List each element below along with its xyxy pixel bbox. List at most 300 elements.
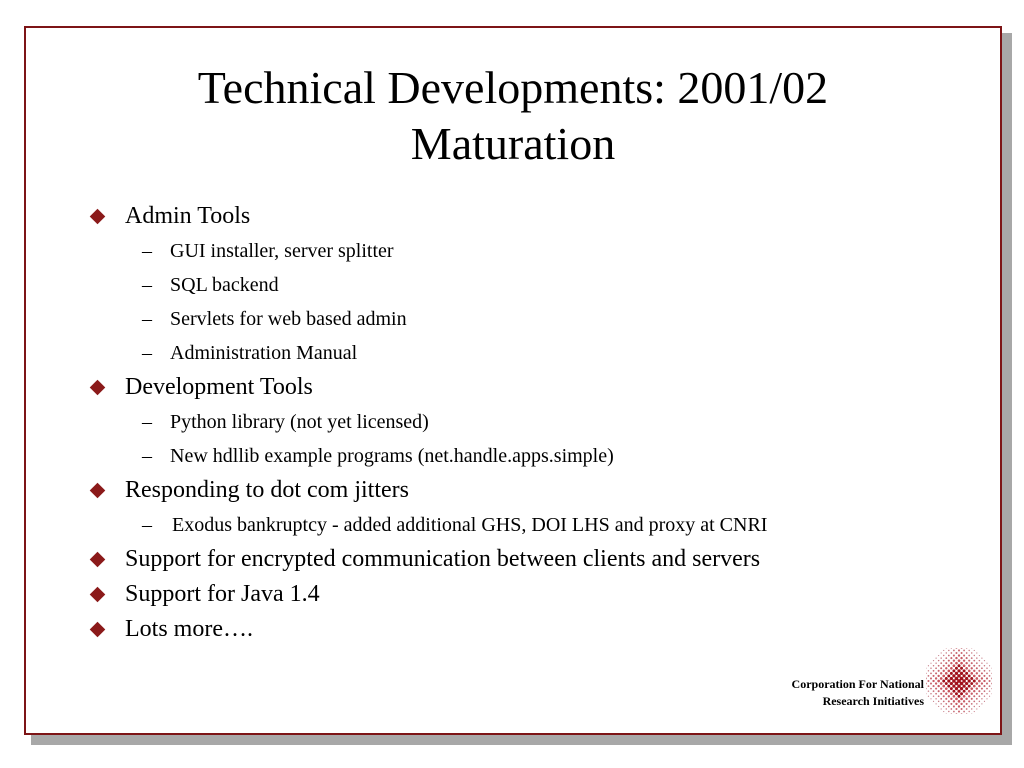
logo-dot (961, 652, 963, 654)
sub-bullet-text: Administration Manual (170, 342, 358, 364)
bullet-text: Support for encrypted communication between clients and servers (125, 546, 761, 572)
logo-dot (960, 682, 964, 686)
logo-dot (935, 682, 937, 684)
logo-dot (947, 685, 950, 688)
logo-dot (930, 672, 932, 674)
logo-dot (955, 652, 957, 654)
logo-dot (970, 672, 973, 675)
logo-dot (991, 673, 992, 674)
logo-dot (945, 698, 947, 700)
dash-bullet-icon: – (142, 514, 152, 536)
logo-dot (981, 698, 982, 699)
logo-dot (961, 648, 963, 649)
logo-dot (942, 685, 945, 688)
logo-dot (968, 690, 971, 693)
logo-dot (945, 657, 947, 659)
logo-dot (974, 655, 975, 656)
logo-dot (948, 670, 951, 673)
logo-dot (943, 695, 945, 697)
logo-dot (953, 664, 956, 667)
logo-dot (943, 655, 944, 656)
logo-dot (965, 682, 968, 685)
dash-bullet-icon: – (142, 445, 152, 467)
logo-dot (958, 695, 961, 698)
logo-dot (966, 652, 968, 654)
bullet-text: Admin Tools (125, 203, 251, 229)
logo-dot (960, 662, 963, 665)
logo-dot (941, 652, 942, 653)
logo-dot (958, 659, 961, 662)
logo-dot (930, 668, 931, 669)
logo-dot (950, 692, 953, 695)
logo-dot (958, 664, 961, 667)
sub-bullet-item (88, 234, 988, 268)
logo-dot (971, 667, 973, 669)
logo-dot (956, 648, 958, 649)
logo-dot (960, 687, 963, 690)
logo-dot (937, 685, 939, 687)
logo-dot (963, 650, 965, 652)
logo-dot (948, 660, 950, 662)
logo-dot (978, 675, 980, 677)
logo-dot (950, 687, 953, 690)
cnri-logo-icon (926, 648, 992, 714)
logo-dot (960, 698, 963, 701)
logo-dot (981, 688, 983, 690)
logo-dot (926, 683, 927, 685)
logo-dot (968, 685, 971, 688)
logo-dot (973, 680, 976, 683)
logo-dot (937, 680, 940, 683)
dash-bullet-icon: – (142, 308, 152, 330)
logo-dot (945, 687, 948, 690)
logo-dot (937, 675, 939, 677)
logo-dot (952, 684, 955, 687)
logo-dot (957, 684, 961, 688)
logo-dot (928, 685, 930, 687)
logo-dot (971, 652, 972, 653)
logo-dot (989, 680, 991, 682)
logo-dot (986, 683, 988, 685)
logo-dot (948, 690, 951, 693)
logo-dot (976, 682, 979, 685)
logo-dot (960, 692, 963, 695)
logo-dot (940, 682, 943, 685)
logo-dot (955, 687, 958, 690)
logo-dot (968, 660, 970, 662)
logo-dot (930, 683, 932, 685)
dash-bullet-icon: – (142, 240, 152, 262)
footer-organization (792, 676, 924, 710)
logo-dot (983, 685, 985, 687)
logo-dot (963, 655, 965, 657)
sub-bullet-item (88, 268, 988, 302)
logo-dot (973, 675, 976, 678)
logo-dot (991, 683, 992, 685)
logo-dot (974, 711, 975, 712)
logo-dot (986, 663, 987, 664)
diamond-bullet-icon (90, 622, 106, 638)
logo-dot (950, 698, 952, 700)
logo-dot (989, 690, 990, 691)
logo-dot (976, 687, 978, 689)
sub-bullet-item (88, 405, 988, 439)
logo-dot (926, 693, 927, 694)
logo-dot (960, 657, 962, 659)
sub-bullet-text: SQL backend (170, 274, 279, 296)
logo-dot (953, 655, 955, 657)
logo-dot (950, 662, 952, 664)
logo-dot (950, 677, 953, 680)
logo-dot (948, 655, 950, 657)
logo-dot (943, 690, 945, 692)
logo-dot (933, 675, 935, 677)
logo-dot (955, 672, 958, 675)
logo-dot (930, 693, 931, 694)
logo-dot (965, 662, 967, 664)
logo-dot (948, 650, 949, 651)
logo-dot (991, 668, 992, 669)
logo-dot (940, 698, 942, 700)
logo-dot (976, 657, 977, 658)
logo-dot (960, 703, 962, 705)
logo-dot (989, 696, 990, 697)
logo-dot (971, 708, 972, 709)
logo-dot (968, 655, 970, 657)
logo-dot (968, 700, 970, 702)
logo-dot (966, 708, 968, 710)
logo-dot (976, 698, 978, 700)
logo-dot (971, 703, 973, 705)
logo-dot (976, 693, 978, 695)
sub-bullet-text: Exodus bankruptcy - added additional GHS, DOI LHS and proxy at CNRI (172, 514, 768, 536)
logo-dot (976, 677, 979, 680)
logo-dot (957, 669, 960, 672)
logo-dot (953, 705, 955, 707)
logo-dot (970, 677, 973, 680)
logo-dot (981, 662, 982, 663)
logo-dot (958, 700, 961, 703)
logo-dot (963, 669, 966, 672)
logo-dot (943, 711, 944, 712)
logo-dot (945, 677, 948, 680)
bullet-item (88, 542, 988, 577)
logo-dot (935, 662, 936, 663)
logo-dot (955, 667, 958, 670)
logo-dot (978, 670, 980, 672)
logo-dot (938, 665, 940, 667)
logo-dot (970, 687, 973, 690)
logo-dot (951, 713, 952, 714)
logo-dot (984, 701, 985, 702)
logo-dot (945, 662, 947, 664)
logo-dot (956, 713, 958, 714)
logo-dot (968, 670, 971, 673)
logo-dot (989, 675, 991, 677)
logo-dot (950, 672, 953, 675)
logo-dot (950, 708, 952, 710)
logo-dot (953, 695, 956, 698)
logo-dot (930, 677, 932, 679)
logo-dot (979, 706, 980, 707)
logo-dot (928, 675, 930, 677)
sub-bullet-item (88, 336, 988, 370)
logo-dot (978, 685, 980, 687)
logo-dot (983, 675, 985, 677)
logo-dot (928, 665, 929, 666)
bullet-item (88, 473, 988, 508)
logo-dot (933, 701, 934, 702)
logo-dot (938, 695, 940, 697)
logo-dot (976, 708, 977, 709)
diamond-bullet-icon (90, 380, 106, 396)
logo-dot (965, 692, 968, 695)
logo-dot (943, 700, 945, 702)
logo-dot (940, 693, 942, 695)
logo-dot (935, 657, 936, 658)
logo-dot (945, 682, 948, 685)
logo-dot (960, 672, 963, 675)
logo-dot (970, 682, 973, 685)
logo-dot (966, 703, 968, 705)
logo-dot (948, 706, 950, 708)
logo-dot (932, 680, 934, 682)
logo-dot (928, 696, 929, 697)
logo-dot (935, 688, 937, 690)
logo-dot (963, 664, 966, 667)
sub-bullet-item (88, 302, 988, 336)
logo-dot (953, 711, 955, 713)
logo-dot (979, 660, 980, 661)
diamond-bullet-icon (90, 483, 106, 499)
logo-dot (955, 692, 958, 695)
logo-dot (968, 674, 971, 677)
logo-dot (961, 713, 963, 714)
logo-dot (965, 667, 968, 670)
logo-dot (935, 703, 936, 704)
logo-dot (978, 665, 980, 667)
sub-bullet-text: Python library (not yet licensed) (170, 411, 429, 433)
logo-dot (955, 682, 959, 686)
logo-dot (984, 665, 985, 666)
logo-dot (952, 669, 955, 672)
logo-dot (942, 675, 945, 678)
logo-dot (942, 680, 945, 683)
logo-dot (971, 698, 973, 700)
logo-dot (981, 667, 983, 669)
logo-dot (953, 650, 955, 652)
logo-dot (930, 663, 931, 664)
logo-dot (933, 660, 934, 661)
bullet-list (88, 199, 988, 647)
logo-dot (952, 690, 955, 693)
logo-dot (930, 688, 932, 690)
logo-dot (946, 713, 947, 714)
logo-dot (979, 655, 980, 656)
logo-dot (981, 657, 982, 658)
logo-dot (943, 670, 945, 672)
logo-dot (926, 668, 927, 669)
bullet-item (88, 612, 988, 647)
logo-dot (963, 690, 966, 693)
logo-dot (989, 665, 990, 666)
logo-dot (948, 665, 950, 667)
logo-dot (943, 660, 945, 662)
logo-dot (973, 660, 975, 662)
logo-dot (933, 685, 935, 687)
logo-dot (951, 648, 952, 649)
logo-dot (935, 672, 937, 674)
logo-dot (981, 693, 983, 695)
sub-bullet-text: GUI installer, server splitter (170, 240, 394, 262)
logo-dot (948, 700, 950, 702)
logo-dot (961, 708, 963, 710)
logo-dot (965, 677, 968, 680)
diamond-bullet-icon (90, 552, 106, 568)
logo-dot (986, 688, 988, 690)
logo-dot (947, 679, 950, 682)
logo-dot (963, 659, 965, 661)
logo-dot (966, 648, 967, 649)
logo-dot (953, 700, 955, 702)
logo-dot (981, 682, 983, 684)
logo-dot (933, 670, 935, 672)
slide-title (24, 60, 1002, 172)
logo-dot (974, 706, 975, 707)
logo-dot (976, 672, 978, 674)
logo-dot (971, 648, 972, 649)
logo-dot (978, 695, 980, 697)
logo-dot (940, 677, 943, 680)
bullet-item (88, 577, 988, 612)
logo-dot (971, 662, 973, 664)
logo-dot (946, 648, 947, 649)
logo-dot (983, 680, 985, 682)
logo-dot (965, 698, 967, 700)
bullet-text: Development Tools (125, 374, 313, 400)
logo-dot (938, 670, 940, 672)
logo-dot (950, 682, 953, 685)
logo-dot (968, 679, 971, 682)
logo-dot (984, 660, 985, 661)
logo-dot (958, 711, 960, 713)
logo-dot (946, 652, 947, 653)
logo-dot (974, 650, 975, 651)
logo-dot (976, 662, 978, 664)
logo-dot (930, 698, 931, 699)
logo-dot (984, 670, 986, 672)
logo-dot (940, 687, 942, 689)
logo-dot (978, 680, 981, 683)
logo-dot (933, 690, 935, 692)
bullet-item (88, 199, 988, 234)
logo-dot (957, 674, 961, 678)
logo-dot (971, 693, 973, 695)
bullet-text: Responding to dot com jitters (125, 477, 409, 503)
logo-dot (928, 690, 929, 691)
logo-dot (948, 711, 949, 712)
diamond-bullet-icon (90, 209, 106, 225)
logo-dot (938, 701, 939, 702)
logo-dot (981, 672, 983, 674)
logo-dot (968, 650, 969, 651)
dash-bullet-icon: – (142, 411, 152, 433)
dash-bullet-icon: – (142, 342, 152, 364)
logo-dot (935, 698, 936, 699)
bullet-text: Lots more…. (125, 616, 253, 642)
footer-line-1: Corporation For National (791, 677, 924, 691)
logo-dot (962, 679, 966, 683)
logo-dot (955, 657, 957, 659)
logo-dot (938, 655, 939, 656)
logo-dot (938, 690, 940, 692)
logo-dot (948, 695, 950, 697)
logo-dot (968, 711, 969, 712)
logo-dot (966, 657, 968, 659)
logo-dot (963, 711, 965, 713)
sub-bullet-text: Servlets for web based admin (170, 308, 407, 330)
logo-dot (955, 698, 958, 701)
sub-bullet-item (88, 508, 988, 542)
logo-dot (940, 657, 941, 658)
logo-dot (968, 706, 970, 708)
bullet-text: Support for Java 1.4 (125, 581, 320, 607)
logo-dot (986, 698, 987, 699)
logo-dot (989, 685, 991, 687)
logo-dot (976, 652, 977, 653)
logo-dot (926, 678, 927, 680)
logo-dot (955, 662, 958, 665)
logo-dot (935, 677, 937, 679)
logo-dot (979, 701, 980, 702)
logo-dot (943, 706, 944, 707)
logo-dot (973, 670, 975, 672)
logo-dot (952, 679, 956, 683)
logo-dot (940, 662, 942, 664)
bullet-item (88, 370, 988, 405)
logo-dot (945, 703, 947, 705)
logo-dot (935, 693, 937, 695)
logo-dot (971, 657, 973, 659)
title-line-2: Maturation (410, 118, 616, 169)
logo-dot (963, 700, 965, 702)
logo-dot (971, 713, 972, 714)
logo-dot (940, 667, 942, 669)
logo-dot (973, 700, 975, 702)
logo-dot (976, 703, 977, 704)
logo-dot (991, 678, 992, 680)
logo-dot (968, 695, 970, 697)
logo-dot (928, 670, 929, 671)
logo-dot (950, 703, 952, 705)
logo-dot (968, 665, 970, 667)
logo-dot (984, 690, 986, 692)
logo-dot (963, 695, 966, 698)
logo-dot (953, 659, 955, 661)
logo-dot (966, 713, 967, 714)
logo-dot (926, 688, 927, 689)
sub-bullet-text: New hdllib example programs (net.handle.apps.simple) (170, 445, 614, 467)
logo-dot (965, 687, 968, 690)
title-line-1: Technical Developments: 2001/02 (197, 62, 829, 113)
logo-dot (973, 685, 976, 688)
logo-dot (986, 668, 987, 669)
logo-dot (955, 708, 957, 710)
logo-dot (947, 674, 950, 677)
logo-dot (926, 673, 927, 674)
logo-dot (978, 690, 980, 692)
logo-dot (976, 667, 978, 669)
